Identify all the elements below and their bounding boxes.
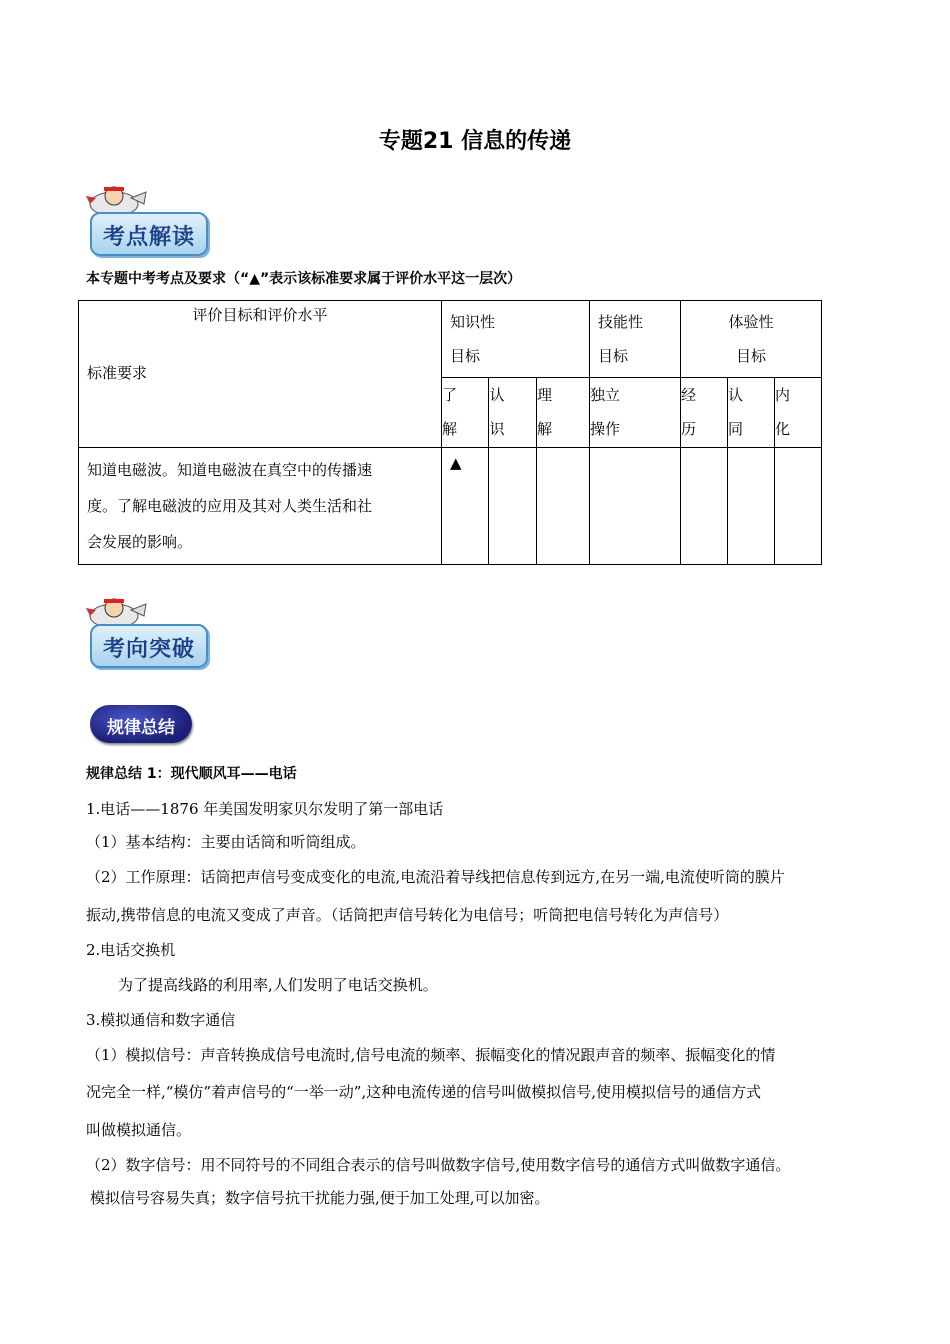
- body-line: 振动,携带信息的电流又变成了声音。（话筒把声信号转化为电信号；听筒把电信号转化为声信号）: [86, 906, 729, 924]
- sub-text: 经: [681, 386, 697, 404]
- empty-cell: [775, 448, 822, 565]
- sub-text: 解: [536, 420, 552, 438]
- sub-text: 操作: [590, 420, 621, 438]
- mark-cell: [442, 448, 489, 565]
- empty-cell: [728, 448, 775, 565]
- kaodian-badge: [86, 182, 210, 256]
- sub-text: 认: [489, 386, 505, 404]
- sub-text: 化: [775, 420, 791, 438]
- knowledge-header: [442, 301, 590, 378]
- sub-cell: [681, 378, 728, 448]
- sub-text: 独立: [590, 386, 621, 404]
- triangle-mark: ▲: [450, 454, 462, 472]
- body-line: 况完全一样,“模仿”着声信号的“一举一动”,这种电流传递的信号叫做模拟信号,使用模拟信号的通信方式: [86, 1083, 761, 1101]
- sub-text: 同: [728, 420, 744, 438]
- header-cell: [79, 301, 442, 448]
- sub-cell: [775, 378, 822, 448]
- empty-cell: [681, 448, 728, 565]
- badge-label: 考点解读: [102, 224, 195, 250]
- body-line: 2.电话交换机: [86, 941, 176, 959]
- experience-line1: 体验性: [728, 313, 774, 331]
- experience-header: [681, 301, 822, 378]
- sub-cell: [728, 378, 775, 448]
- body-line: （1）模拟信号：声音转换成信号电流时,信号电流的频率、振幅变化的情况跟声音的频率、振幅变化的情: [86, 1046, 776, 1064]
- sub-text: 历: [681, 420, 697, 438]
- pill-label: 规律总结: [107, 718, 175, 738]
- requirement-cell: [79, 448, 442, 565]
- standards-table: [78, 300, 822, 565]
- body-line: 模拟信号容易失真；数字信号抗干扰能力强,便于加工处理,可以加密。: [90, 1189, 550, 1207]
- experience-line2: 目标: [735, 347, 766, 365]
- kaoxiang-badge: [86, 594, 210, 668]
- empty-cell: [489, 448, 536, 565]
- eval-header: 评价目标和评价水平: [192, 306, 328, 324]
- sub-text: 解: [442, 420, 458, 438]
- rule-summary-pill: [90, 705, 192, 743]
- requirement-line: 度。了解电磁波的应用及其对人类生活和社: [87, 497, 373, 515]
- sub-cell: [590, 378, 681, 448]
- page-title: 专题21 信息的传递: [378, 129, 572, 154]
- skill-header: [590, 301, 681, 378]
- empty-cell: [536, 448, 589, 565]
- body-line: （1）基本结构：主要由话筒和听筒组成。: [86, 833, 366, 851]
- sub-cell: [536, 378, 589, 448]
- knowledge-line2: 目标: [450, 347, 481, 365]
- intro-text: 本专题中考考点及要求（“▲”表示该标准要求属于评价水平这一层次）: [86, 271, 522, 287]
- empty-cell: [590, 448, 681, 565]
- body-line: 1.电话——1876 年美国发明家贝尔发明了第一部电话: [86, 800, 444, 818]
- requirement-line: 会发展的影响。: [87, 533, 193, 551]
- body-line: （2）工作原理：话筒把声信号变成变化的电流,电流沿着导线把信息传到远方,在另一端,电流使听筒的膜片: [86, 868, 785, 886]
- sub-text: 内: [775, 386, 791, 404]
- skill-line2: 目标: [598, 347, 629, 365]
- sub-cell: [442, 378, 489, 448]
- std-header: 标准要求: [87, 364, 148, 382]
- section-title: 规律总结 1：现代顺风耳——电话: [86, 766, 297, 782]
- body-line: 3.模拟通信和数字通信: [86, 1011, 236, 1029]
- body-line: （2）数字信号：用不同符号的不同组合表示的信号叫做数字信号,使用数字信号的通信方式叫做数字通信。: [86, 1156, 791, 1174]
- sub-text: 认: [728, 386, 744, 404]
- requirement-line: 知道电磁波。知道电磁波在真空中的传播速: [87, 461, 373, 479]
- knowledge-line1: 知识性: [450, 313, 496, 331]
- body-line: 叫做模拟通信。: [86, 1121, 192, 1139]
- sub-text: 识: [489, 420, 505, 438]
- sub-cell: [489, 378, 536, 448]
- badge-label: 考向突破: [102, 636, 195, 662]
- sub-text: 了: [442, 386, 458, 404]
- sub-text: 理: [536, 386, 552, 404]
- skill-line1: 技能性: [598, 313, 644, 331]
- body-line: 为了提高线路的利用率,人们发明了电话交换机。: [118, 976, 438, 994]
